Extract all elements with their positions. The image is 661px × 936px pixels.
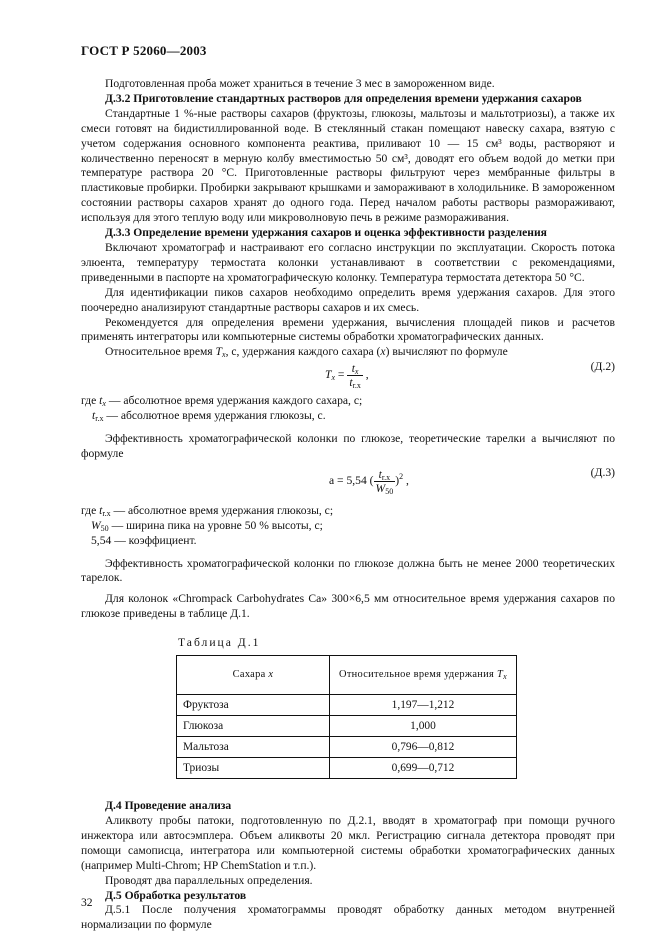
table-caption: Таблица Д.1 xyxy=(178,636,261,650)
variable-definition: где $t_x$ — абсолютное время удержания каждого сахара, с; xyxy=(81,394,363,409)
column-header: Сахара x xyxy=(177,656,330,695)
column-header: Относительное время удержания $T_x$ xyxy=(330,656,517,695)
paragraph: Включают хроматограф и настраивают его согласно инструкции по эксплуатации. Скорость потока элюента, температуру термостата колонки устанавливают в соответствии с рекомендациями, приведенными в паспорте на хроматографическую колонку. Температура термостата детектора 50 °С. xyxy=(81,240,615,284)
paragraph: Эффективность хроматографической колонки по глюкозе, теоретические тарелки a вычисляют по формуле xyxy=(81,432,615,460)
page-number: 32 xyxy=(81,896,93,909)
cell-value: 0,699—0,712 xyxy=(330,758,517,779)
section-heading: Д.5 Обработка результатов xyxy=(105,888,247,902)
paragraph: Для колонок «Chrompack Carbohydrates Ca» 300×6,5 мм относительное время удержания сахаров по глюкозе приведены в таблице Д.1. xyxy=(81,592,615,621)
paragraph: Стандартные 1 %-ные растворы сахаров (фруктозы, глюкозы, мальтозы и мальтотриозы), а также их смеси готовят на бидистиллированной воде. В стеклянный стакан помещают навеску сахара, взятую с учетом содержания основного компонента реактива, приливают 10 — 15 см³ воды, растворяют и количественно переносят в мерную колбу вместимостью 50 см³, доводят его объем водой до метки при температуре раствора 20 °С. Приготовленные растворы фильтруют через мембранные фильтры в пластиковые пробирки. Пробирки закрывают крышками и замораживают в холодильнике. В замороженном состоянии растворы сахаров хранят до одного года. Перед началом работы растворы размораживают, используя для этого теплую воду или микроволновую печь в режиме размораживания. xyxy=(81,106,615,225)
section-heading: Д.3.2 Приготовление стандартных растворов для определения времени удержания сахаров xyxy=(105,91,582,105)
cell-value: 0,796—0,812 xyxy=(330,737,517,758)
formula-number: (Д.2) xyxy=(590,360,615,374)
variable-definition: $t_{r.x}$ — абсолютное время удержания глюкозы, с. xyxy=(92,409,326,424)
table-header-row xyxy=(177,656,517,695)
table-row xyxy=(177,716,517,737)
page-header: ГОСТ Р 52060—2003 xyxy=(81,43,207,58)
variable-definition: где $t_{r.x}$ — абсолютное время удержания глюкозы, с; xyxy=(81,503,334,518)
variable-definition: 5,54 — коэффициент. xyxy=(91,533,197,547)
table-row xyxy=(177,695,517,716)
paragraph: Эффективность хроматографической колонки по глюкозе должна быть не менее 2000 теоретических тарелок. xyxy=(81,556,615,585)
variable-definition: $W_{50}$ — ширина пика на уровне 50 % высоты, с; xyxy=(91,518,323,533)
paragraph: Для идентификации пиков сахаров необходимо определить время удержания сахаров. Для этого поочередно анализируют стандартные растворы сахаров и их смесь. xyxy=(81,285,615,314)
cell-sugar: Мальтоза xyxy=(177,737,330,758)
paragraph: Рекомендуется для определения времени удержания, вычисления площадей пиков и расчетов применять интеграторы или компьютерные системы обработки хроматографических данных. xyxy=(81,315,615,344)
paragraph: Проводят два параллельных определения. xyxy=(105,873,313,887)
cell-value: 1,000 xyxy=(330,716,517,737)
cell-sugar: Глюкоза xyxy=(177,716,330,737)
table-row xyxy=(177,758,517,779)
table-row xyxy=(177,737,517,758)
cell-sugar: Триозы xyxy=(177,758,330,779)
paragraph: Подготовленная проба может храниться в течение 3 мес в замороженном виде. xyxy=(105,77,495,90)
formula-number: (Д.3) xyxy=(590,465,615,479)
formula-d2: $T_x$ = $\frac{t_x}{t_{r.x}}$ , (Д.2) xyxy=(325,360,615,391)
cell-sugar: Фруктоза xyxy=(177,695,330,716)
paragraph: Д.5.1 После получения хроматограммы проводят обработку данных методом внутренней нормализации по формуле xyxy=(81,903,615,932)
paragraph: Относительное время $T_x$, с, удержания каждого сахара (x) вычисляют по формуле xyxy=(105,345,508,360)
document-body xyxy=(81,77,615,933)
section-heading: Д.3.3 Определение времени удержания сахаров и оценка эффективности разделения xyxy=(105,226,547,240)
section-heading: Д.4 Проведение анализа xyxy=(105,799,232,813)
paragraph: Аликвоту пробы патоки, подготовленную по Д.2.1, вводят в хроматограф при помощи ручного инжектора или автосэмплера. Объем аликвоты 20 мкл. Регистрацию сигнала детектора проводят при помощи самописца, интегратора или компьютерной системы обработки хроматографических данных (например Multi-Chrom; HP ChemStation и т.п.). xyxy=(81,814,615,872)
formula-d3: a = 5,54 ( $\frac{t_{r.x}}{W_{50}}$ )$^2$ , (Д.3) xyxy=(329,465,615,496)
cell-value: 1,197—1,212 xyxy=(330,695,517,716)
retention-time-table xyxy=(176,655,517,779)
